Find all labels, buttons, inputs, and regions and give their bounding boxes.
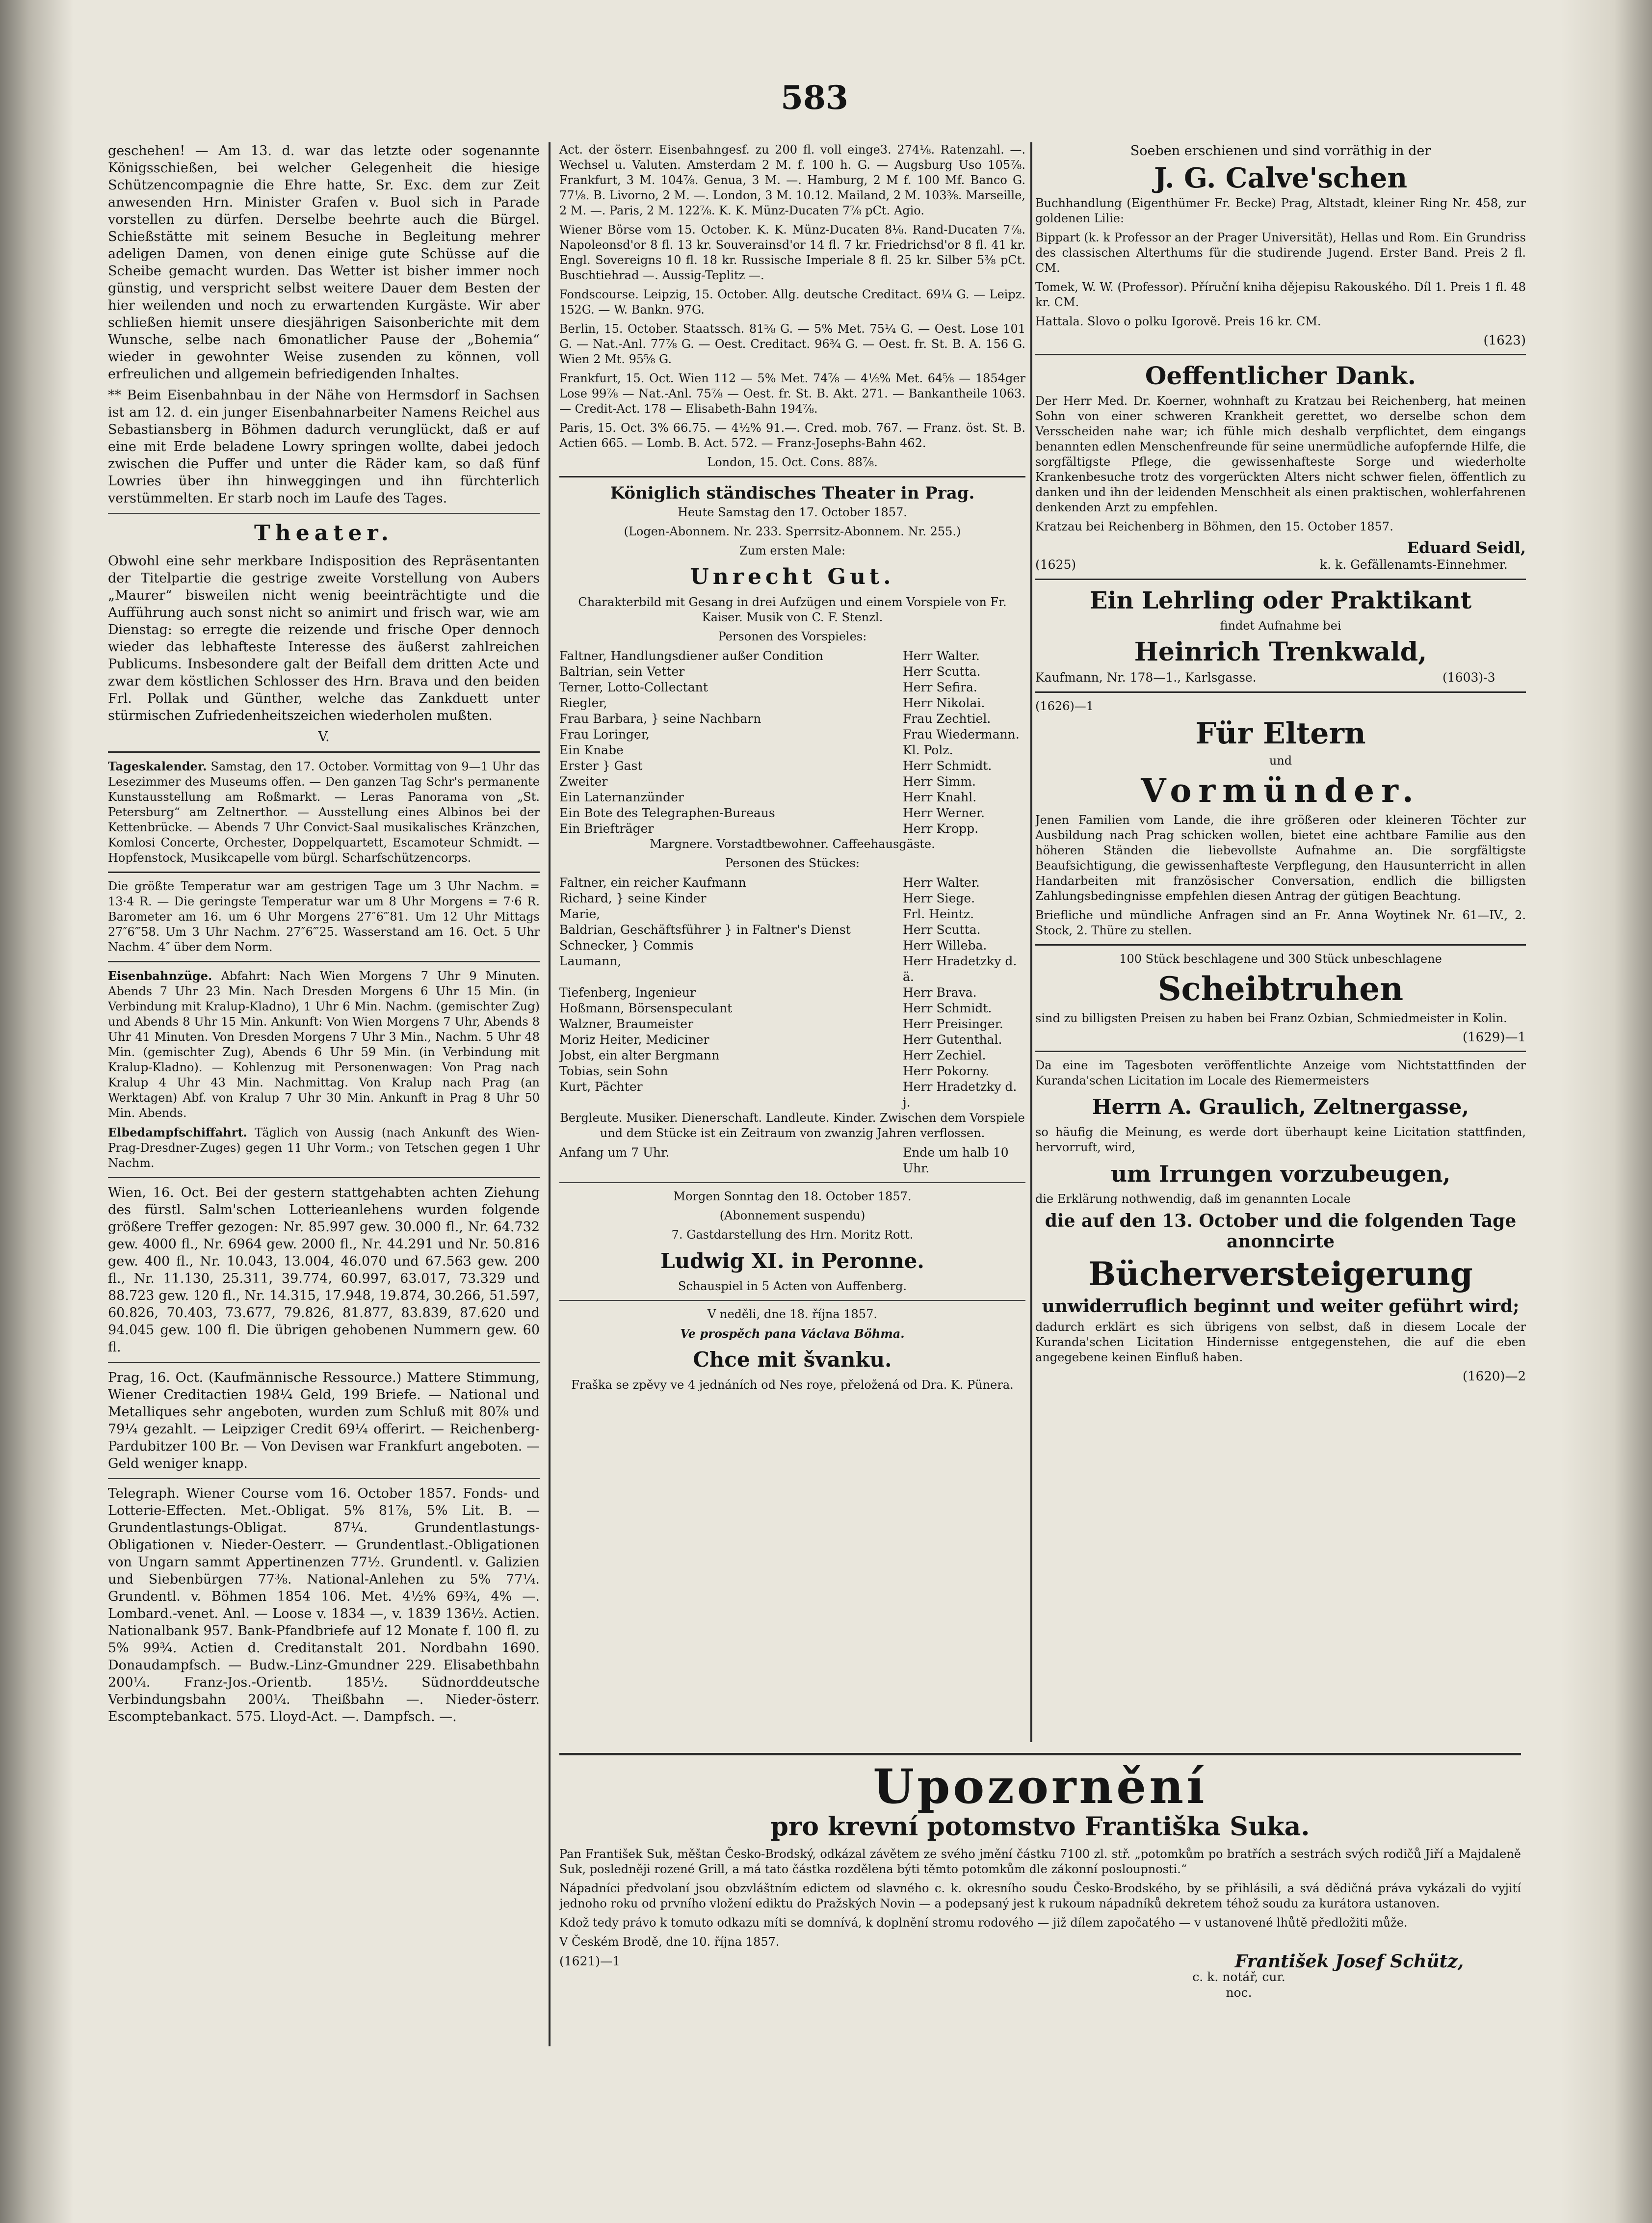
page-number: 583: [781, 79, 848, 117]
ludwig-description: Schauspiel in 5 Acten von Auffenberg.: [678, 1279, 907, 1293]
dank-footer: [1035, 557, 1526, 573]
cast-row: Marie, Frl. Heintz.: [559, 907, 974, 921]
cast-row: Kurt, Pächter Herr Hradetzky d. j.: [559, 1080, 1017, 1110]
divider: [1035, 944, 1526, 946]
cast-row: Jobst, ein alter Bergmann Herr Zechiel.: [559, 1048, 986, 1062]
theater-signature: V.: [318, 729, 330, 744]
graulich-text2: die Erklärung nothwendig, daß im genannten Locale: [1035, 1192, 1351, 1206]
tomorrow-abonnement: (Abonnement suspendu): [719, 1209, 865, 1222]
cast-row: Riegler, Herr Nikolai.: [559, 696, 985, 710]
tageskalender-label: Tageskalender.: [108, 759, 207, 773]
right-column: [1035, 142, 1526, 1762]
stueck-extras: Bergleute. Musiker. Dienerschaft. Landleute. Kinder. Zwischen dem Vorspiele und dem Stücke ist ein Zeitraum von zwanzig Jahren verflossen.: [560, 1111, 1025, 1140]
theatre-abonnement: (Logen-Abonnem. Nr. 233. Sperrsitz-Abonnem. Nr. 255.): [624, 525, 961, 538]
cast-row: Faltner, Handlungsdiener außer Condition Herr Walter.: [559, 649, 980, 663]
cast-row: Tobias, sein Sohn Herr Pokorny.: [559, 1064, 990, 1078]
irrungen-line: um Irrungen vorzubeugen,: [1110, 1161, 1451, 1187]
news-koenigsschiessen: geschehen! — Am 13. d. war das letzte oder sogenannte Königsschießen, bei welcher Gelegenheit die hiesige Schützencompagnie die Ehre hatte, Sr. Exc. dem zur Zeit anwesenden Hrn. Minister Grafen v. Buol sich in Parade vorstellen zu dürfen. Derselbe beehrte auch die Bürgel. Schießstätte mit seinem Besuche in Begleitung mehrer adeligen Damen, von denen einige gute Schüsse auf die Scheibe gemacht wurden. Das Wetter ist bisher immer noch günstig, und verspricht selbst weitere Dauer dem Besten der hier weilenden und noch zu erwartenden Kurgäste. Wir aber schließen hiemit unsere diesjährigen Saisonberichte mit dem Wunsche, selbe nach 6monatlicher Pause der „Bohemia“ wieder in gewohnter Weise zusenden zu können, voll erfreulichen und allgemein befriedigenden Inhaltes.: [108, 143, 540, 382]
upozorneni-para: Nápadníci předvolaní jsou obzvláštním edictem od slavného c. k. okresního soudu Česko-Brodského, by se přihlásili, a svá dědičná práva vykázali do vyjití jednoho roku od prvního vložení ediktu do Pražských Novin — a podepsaný jest k rukoum nápadníků dekretem téhož soudu za kurátora ustanoven.: [559, 1881, 1521, 1910]
cast-row: Baldrian, Geschäftsführer } in Faltner's Dienst Herr Scutta.: [559, 923, 981, 937]
czech-title: Chce mit švanku.: [693, 1348, 892, 1372]
divider: [108, 961, 540, 962]
graulich-ref: (1620)—2: [1463, 1369, 1526, 1384]
calve-ref: (1623): [1483, 333, 1526, 348]
vorspiel-extras: Margnere. Vorstadtbewohner. Caffeehausgäste.: [650, 837, 935, 851]
cast-row: Ein Bote des Telegraphen-Bureaus Herr Werner.: [559, 806, 985, 820]
ludwig-title: Ludwig XI. in Peronne.: [660, 1249, 924, 1273]
cast-row: Laumann, Herr Hradetzky d. ä.: [559, 954, 1017, 984]
divider: [108, 1362, 540, 1363]
divider: [1035, 1051, 1526, 1052]
october-line: die auf den 13. October und die folgenden Tage anonncirte: [1045, 1211, 1517, 1252]
column-rule-left: [549, 142, 551, 2046]
cast-row: Frau Barbara, } seine Nachbarn Frau Zechtiel.: [559, 712, 991, 726]
berlin-course: Berlin, 15. October. Staatssch. 81⅝ G. — 5% Met. 75¼ G. — Oest. Lose 101 G. — Nat.-Anl. 77⅞ G. — Oest. Creditact. 96¾ G. — Oest. fr. St. B. A. 156 G. Wien 2 Mt. 95⅝ G.: [559, 322, 1025, 366]
frankfurt-course: Frankfurt, 15. Oct. Wien 112 — 5% Met. 74⅞ — 4½% Met. 64⅝ — 1854ger Lose 99⅞ — Nat.-Anl. 75⅞ — Oest. fr. St. B. Akt. 271. — Bankantheile 1063. — Credit-Act. 178 — Elisabeth-Bahn 194⅞.: [559, 371, 1025, 416]
stueck-cast: [559, 875, 1025, 1111]
elbe-schedule: [108, 1125, 540, 1171]
buecher-heading: Bücherversteigerung: [1088, 1255, 1473, 1293]
graulich-intro: Da eine im Tagesboten veröffentlichte Anzeige vom Nichtstattfinden der Kuranda'schen Licitation im Locale des Riemermeisters: [1035, 1059, 1526, 1087]
cast-row: Schnecker, } Commis Herr Willeba.: [559, 938, 987, 953]
calve-address: Buchhandlung (Eigenthümer Fr. Becke) Prag, Altstadt, kleiner Ring Nr. 458, zur goldenen Lilie:: [1035, 196, 1526, 225]
theater-review: Obwohl eine sehr merkbare Indisposition des Repräsentanten der Titelpartie die gestrige zweite Vorstellung von Aubers „Maurer“ bisweilen nicht wenig beeinträchtigte und die Aufführung auch sonst nicht so animirt und frisch war, wie am Dienstag: so erregte die reizende und frische Oper dennoch wieder das lebhafteste Interesse des äußerst zahlreichen Publicums. Insbesondere galt der Beifall dem dritten Acte und zwar dem köstlichen Schlosser des Hrn. Brava und den beiden Frl. Pollak und Günther, welche das Zankduett unter stürmischen Zufriedenheitszeichen wiederholen mußten.: [108, 554, 540, 723]
upozorneni-para: Kdož tedy právo k tomuto odkazu míti se domnívá, k doplnění stromu rodového — již dílem započatého — v ustanovené lhůtě předložiti může.: [559, 1916, 1408, 1930]
dank-signature: Eduard Seidl,: [1407, 538, 1526, 557]
cast-row: Moriz Heiter, Mediciner Herr Gutenthal.: [559, 1032, 1002, 1047]
cast-row: Walzner, Braumeister Herr Preisinger.: [559, 1017, 1003, 1031]
exchange-rates: Act. der österr. Eisenbahngesf. zu 200 fl. voll einge3. 274⅛. Ratenzahl. —. Wechsel u. Valuten. Amsterdam 2 M. f. 100 h. G. — Augsburg Uso 105⅞. Frankfurt, 3 M. 104⅞. Genua, 3 M. —. Hamburg, 2 M f. 100 Mf. Banco G. 77⅛. B. Livorno, 2 M. —. London, 3 M. 10.12. Mailand, 2 M. 103⅜. Marseille, 2 M. —. Paris, 2 M. 122⅞. K. K. Münz-Ducaten 7⅞ pCt. Agio.: [559, 143, 1025, 217]
trenkwald-address: Kaufmann, Nr. 178—1., Karlsgasse.: [1035, 670, 1257, 685]
middle-column: [559, 142, 1025, 1767]
stueck-heading: Personen des Stückes:: [725, 856, 860, 870]
truhen-text: sind zu billigsten Preisen zu haben bei Franz Ozbian, Schmiedmeister in Kolin.: [1035, 1011, 1507, 1025]
theater-heading: Theater.: [254, 521, 393, 546]
tageskalender-text: Samstag, den 17. October. Vormittag von 9—1 Uhr das Lesezimmer des Museums offen. — Den ganzen Tag Schr's permanente Kunstausstellung am Roßmarkt. — Leras Panorama von „St. Petersburg“ am Zeltnerthor. — Ausstellung eines Albinos bei der Kettenbrücke. — Abends 7 Uhr Convict-Saal musikalisches Kränzchen, Komlosi Concerte, Orchester, Doppelquartett, Escamoteur Schmidt. — Hopfenstock, Musikcapelle vom bürgl. Scharfschützencorps.: [108, 760, 540, 865]
dank-sig-title: k. k. Gefällenamts-Einnehmer.: [1320, 557, 1508, 572]
cast-row: Erster } Gast Herr Schmidt.: [559, 759, 992, 773]
cast-row: Richard, } seine Kinder Herr Siege.: [559, 891, 975, 905]
performance-times: [559, 1145, 1025, 1176]
start-time: Anfang um 7 Uhr.: [559, 1145, 670, 1160]
upozorneni-footer: [559, 1951, 1521, 2001]
czech-description: Fraška se zpěvy ve 4 jednáních od Nes roye, přeložená od Dra. K. Pünera.: [571, 1378, 1014, 1392]
upozorneni-place: V Českém Brodě, dne 10. října 1857.: [559, 1935, 780, 1949]
divider: [108, 513, 540, 514]
cast-row: Faltner, ein reicher Kaufmann Herr Walter.: [559, 875, 980, 890]
play-title: Unrecht Gut.: [690, 564, 895, 589]
theatre-first-time: Zum ersten Male:: [739, 544, 846, 557]
cast-row: Frau Loringer, Frau Wiedermann.: [559, 727, 1020, 741]
notary-signature: František Josef Schütz,: [1234, 1951, 1464, 1972]
vorspiel-cast: [559, 648, 1025, 837]
dank-heading: Oeffentlicher Dank.: [1145, 361, 1416, 390]
dank-ref: (1625): [1035, 557, 1076, 572]
upozorneni-para: Pan František Suk, měštan Česko-Brodský, odkázal závětem ze svého jmění částku 7100 zl. stř. „potomkům po bratřích a sestrách svých rodičů Jiří a Majdaleně Suk, posledněji rozené Grill, a má tato částka rozdělena býti těmto potomkům dle zákonní posloupnosti.“: [559, 1847, 1521, 1876]
elbe-text: Täglich von Aussig (nach Ankunft des Wien-Prag-Dresdner-Zuges) gegen 11 Uhr Vorm.; von Tetschen gegen 1 Uhr Nachm.: [108, 1126, 540, 1170]
theatre-date: Heute Samstag den 17. October 1857.: [678, 505, 907, 519]
calve-name: J. G. Calve'schen: [1154, 162, 1408, 194]
calve-intro: Soeben erschienen und sind vorräthig in der: [1130, 143, 1431, 159]
notary-title: c. k. notář, cur. noc.: [1192, 1970, 1285, 2000]
eisenbahn-text: Abfahrt: Nach Wien Morgens 7 Uhr 9 Minuten. Abends 7 Uhr 23 Min. Nach Dresden Morgens 6 Uhr 15 Min. (in Verbindung mit Kralup-Kladno), 1 Uhr 6 Min. Nachm. (gemischter Zug) und Abends 8 Uhr 15 Min. Ankunft: Von Wien Morgens 7 Uhr, Abends 8 Uhr 41 Minuten. Von Dresden Morgens 7 Uhr 3 Min., Nachm. 5 Uhr 48 Min. (gemischter Zug), Abends 6 Uhr 59 Min. (in Verbindung mit Kralup-Kladno). — Kohlenzug mit Personenwagen: Von Prag nach Kralup 4 Uhr 43 Min. Nachmittag. Von Kralup nach Prag (an Werktagen) Abf. von Kralup 7 Uhr 30 Min. Ankunft in Prag 8 Uhr 50 Min. Abends.: [108, 969, 540, 1120]
vorspiel-heading: Personen des Vorspieles:: [718, 630, 867, 643]
tomorrow-date: Morgen Sonntag den 18. October 1857.: [673, 1190, 912, 1203]
divider: [559, 476, 1025, 477]
cast-row: Baltrian, sein Vetter Herr Scutta.: [559, 664, 981, 679]
upozorneni-subtitle: pro krevní potomstvo Františka Suka.: [770, 1812, 1310, 1842]
elbe-label: Elbedampfschiffahrt.: [108, 1125, 247, 1139]
divider: [559, 1753, 1521, 1755]
divider: [108, 872, 540, 873]
cast-row: Terner, Lotto-Collectant Herr Sefira.: [559, 680, 977, 694]
upozorneni-ref: (1621)—1: [559, 1954, 621, 1968]
eltern-contact: Briefliche und mündliche Anfragen sind an Fr. Anna Woytinek Nr. 61—IV., 2. Stock, 2. Thüre zu stellen.: [1035, 908, 1526, 937]
divider: [108, 1478, 540, 1479]
column-rule-right: [1030, 142, 1032, 1742]
london-course: London, 15. Oct. Cons. 88⅞.: [707, 455, 878, 469]
czech-date: V neděli, dne 18. října 1857.: [708, 1307, 877, 1321]
unwiderruflich-line: unwiderruflich beginnt und weiter geführt wird;: [1042, 1296, 1520, 1317]
prag-market-report: Prag, 16. Oct. (Kaufmännische Ressource.) Mattere Stimmung, Wiener Creditactien 198¼ Geld, 199 Briefe. — National und Metalliques sehr angeboten, wurden zum Schluß mit 80⅞ und 79¼ gezahlt. — Leipziger Credit 69¼ offerirt. — Reichenberg-Pardubitzer 100 Br. — Von Devisen war Frankfurt angeboten. — Geld weniger knapp.: [108, 1370, 540, 1471]
dank-text: Der Herr Med. Dr. Koerner, wohnhaft zu Kratzau bei Reichenberg, hat meinen Sohn von einer schweren Krankheit gerettet, wo derselbe schon dem Versscheiden nahe war; ich fühle mich deshalb verpflichtet, dem eingangs benannten edlen Menschenfreunde für seine unermüdliche aufopfernde Hilfe, die sorgfältigste Pflege, die gewissenhafteste Sorge und wiederholte Krankenbesuche trotz des vorgerückten Alters nicht schwer fielen, öffentlich zu danken und ihn der leidenden Menschheit als einen praktischen, wohlerfahrenen denkenden Arzt zu empfehlen.: [1035, 394, 1526, 514]
truhen-ref: (1629)—1: [1463, 1030, 1526, 1045]
dank-place: Kratzau bei Reichenberg in Böhmen, den 15. October 1857.: [1035, 520, 1393, 533]
divider: [1035, 691, 1526, 693]
eltern-heading: Für Eltern: [1195, 716, 1366, 751]
graulich-text: so häufig die Meinung, es werde dort überhaupt keine Licitation stattfinden, hervorruft, wird,: [1035, 1125, 1526, 1154]
trenkwald-ref: (1603)-3: [1442, 670, 1495, 685]
cast-row: Ein Knabe Kl. Polz.: [559, 743, 953, 757]
eltern-ref: (1626)—1: [1035, 699, 1094, 713]
lotto-report: Wien, 16. Oct. Bei der gestern stattgehabten achten Ziehung des fürstl. Salm'schen Lotterieanlehens wurden folgende größere Treffer gezogen: Nr. 85.997 gew. 30.000 fl., Nr. 64.732 gew. 4000 fl., Nr. 6964 gew. 2000 fl., Nr. 44.291 und Nr. 50.816 gew. 400 fl., Nr. 10.043, 13.004, 46.070 und 67.563 gew. 200 fl., Nr. 11.130, 25.311, 39.774, 60.997, 63.017, 73.329 und 88.723 gew. 120 fl., Nr. 14.315, 17.948, 19.874, 30.266, 51.597, 60.826, 70.403, 73.677, 79.826, 81.877, 83.839, 87.620 und 94.045 gew. 100 fl. Die übrigen gehobenen Nummern gew. 60 fl.: [108, 1185, 540, 1355]
trenkwald-footer: [1035, 670, 1526, 686]
calve-book: Hattala. Slovo o polku Igorově. Preis 16 kr. CM.: [1035, 315, 1321, 328]
graulich-end: dadurch erklärt es sich übrigens von selbst, daß in diesem Locale der Kuranda'schen Licitation Hindernisse entgegenstehen, die auf die eben angegebene keinen Einfluß haben.: [1035, 1320, 1526, 1364]
left-column: [108, 142, 540, 2046]
wiener-boerse: Wiener Börse vom 15. October. K. K. Münz-Ducaten 8⅛. Rand-Ducaten 7⅞. Napoleonsd'or 8 fl. 13 kr. Souverainsd'or 14 fl. 7 kr. Friedrichsd'or 8 fl. 41 kr. Engl. Sovereigns 10 fl. 18 kr. Russische Imperiale 8 fl. 25 kr. Silber 5⅜ pCt. Buschtiehrad —. Aussig-Teplitz —.: [559, 223, 1025, 282]
news-eisenbahn-unfall: ** Beim Eisenbahnbau in der Nähe von Hermsdorf in Sachsen ist am 12. d. ein junger Eisenbahnarbeiter Namens Reichel aus Sebastiansberg in Böhmen dadurch verunglückt, daß er auf eine mit Erde beladene Lowry springen wollte, dabei jedoch zwischen die Puffer und unter die Räder kam, so daß fünf Lowries über ihn hinweggingen und ihn fürchterlich verstümmelten. Er starb noch im Laufe des Tages.: [108, 388, 540, 506]
eltern-text: Jenen Familien vom Lande, die ihre größeren oder kleineren Töchter zur Ausbildung nach Prag schicken wollen, bietet eine achtbare Familie aus den höheren Ständen die liebevollste Aufnahme an. Die sorgfältigste Beaufsichtigung, die gewissenhafteste Verpflegung, den Hausunterricht in allen Handarbeiten mit französischer Conversation, endlich die billigsten Zahlungsbedingnisse empfehlen diesen Antrag der gütigen Beachtung.: [1035, 813, 1526, 903]
theatre-heading: Königlich ständisches Theater in Prag.: [610, 483, 975, 503]
cast-row: Ein Laternanzünder Herr Knahl.: [559, 790, 977, 804]
divider: [559, 1300, 1025, 1301]
cast-row: Tiefenberg, Ingenieur Herr Brava.: [559, 985, 977, 1000]
leipzig-course: Fondscourse. Leipzig, 15. October. Allg. deutsche Creditact. 69¼ G. — Leipz. 152G. — W. Bankn. 97G.: [559, 288, 1025, 317]
guest-performance: 7. Gastdarstellung des Hrn. Moritz Rott.: [671, 1228, 914, 1242]
telegraph-course: Telegraph. Wiener Course vom 16. October 1857. Fonds- und Lotterie-Effecten. Met.-Obligat. 5% 81⅞, 5% Lit. B. — Grundentlastungs-Obligat. 87¼. Grundentlastungs-Obligationen v. Nieder-Oesterr. — Grundentlast.-Obligationen von Ungarn sammt Appertinenzen 77½. Grundentl. v. Galizien und Siebenbürgen 77⅜. National-Anlehen zu 5% 77¼. Grundentl. v. Böhmen 1854 106. Met. 4½% 69¾, 4% —. Lombard.-venet. Anl. — Loose v. 1834 —, v. 1839 136½. Actien. Nationalbank 957. Bank-Pfandbriefe auf 12 Monate f. 100 fl. zu 5% 99¾. Actien d. Creditanstalt 201. Nordbahn 1690. Donaudampfsch. — Budw.-Linz-Gmundner 229. Elisabethbahn 200¼. Franz-Jos.-Orientb. 185½. Südnorddeutsche Verbindungsbahn 200¼. Theißbahn —. Nieder-österr. Escomptebankact. 575. Lloyd-Act. —. Dampfsch. —.: [108, 1486, 540, 1724]
paris-course: Paris, 15. Oct. 3% 66.75. — 4½% 91.—. Cred. mob. 767. — Franz. öst. St. B. Actien 665. — Lomb. B. Act. 572. — Franz-Josephs-Bahn 462.: [559, 421, 1025, 450]
truhen-intro: 100 Stück beschlagene und 300 Stück unbeschlagene: [1119, 952, 1442, 966]
upozorneni-title: Upozornění: [873, 1759, 1207, 1814]
play-description: Charakterbild mit Gesang in drei Aufzügen und einem Vorspiele von Fr. Kaiser. Musik von C. F. Stenzl.: [578, 595, 1007, 624]
czech-benefit: Ve prospěch pana Václava Böhma.: [680, 1326, 905, 1341]
upozorneni-notice: [559, 1747, 1521, 2041]
calve-book: Tomek, W. W. (Professor). Příruční kniha dějepisu Rakouského. Díl 1. Preis 1 fl. 48 kr. CM.: [1035, 280, 1526, 309]
eltern-und: und: [1269, 754, 1292, 767]
divider: [1035, 354, 1526, 355]
end-time: Ende um halb 10 Uhr.: [903, 1145, 1009, 1175]
cast-row: Ein Briefträger Herr Kropp.: [559, 821, 979, 836]
eisenbahn-label: Eisenbahnzüge.: [108, 969, 212, 983]
cast-row: Zweiter Herr Simm.: [559, 774, 976, 789]
lehrling-sub: findet Aufnahme bei: [1220, 619, 1341, 633]
truhen-heading: Scheibtruhen: [1157, 970, 1404, 1008]
lehrling-heading: Ein Lehrling oder Praktikant: [1089, 587, 1472, 614]
trenkwald-name: Heinrich Trenkwald,: [1134, 637, 1427, 667]
eisenbahn-schedule: [108, 968, 540, 1121]
graulich-name: Herrn A. Graulich, Zeltnergasse,: [1092, 1095, 1469, 1119]
divider: [108, 751, 540, 753]
calve-book: Bippart (k. k Professor an der Prager Universität), Hellas und Rom. Ein Grundriss des classischen Alterthums für die studirende Jugend. Erster Band. Preis 2 fl. CM.: [1035, 231, 1526, 275]
divider: [1035, 579, 1526, 580]
divider: [108, 1177, 540, 1178]
divider: [559, 1182, 1025, 1183]
cast-row: Hoßmann, Börsenspeculant Herr Schmidt.: [559, 1001, 992, 1015]
weather-report: Die größte Temperatur war am gestrigen Tage um 3 Uhr Nachm. = 13·4 R. — Die geringste Temperatur war um 8 Uhr Morgens = 7·6 R. Barometer am 16. um 6 Uhr Morgens 27″6‴81. Um 12 Uhr Mittags 27″6‴58. Um 3 Uhr Nachm. 27″6‴25. Wasserstand am 16. Oct. 5 Uhr Nachm. 4″ über dem Norm.: [108, 879, 540, 954]
tageskalender: [108, 759, 540, 866]
vormuender-heading: Vormünder.: [1141, 771, 1420, 810]
